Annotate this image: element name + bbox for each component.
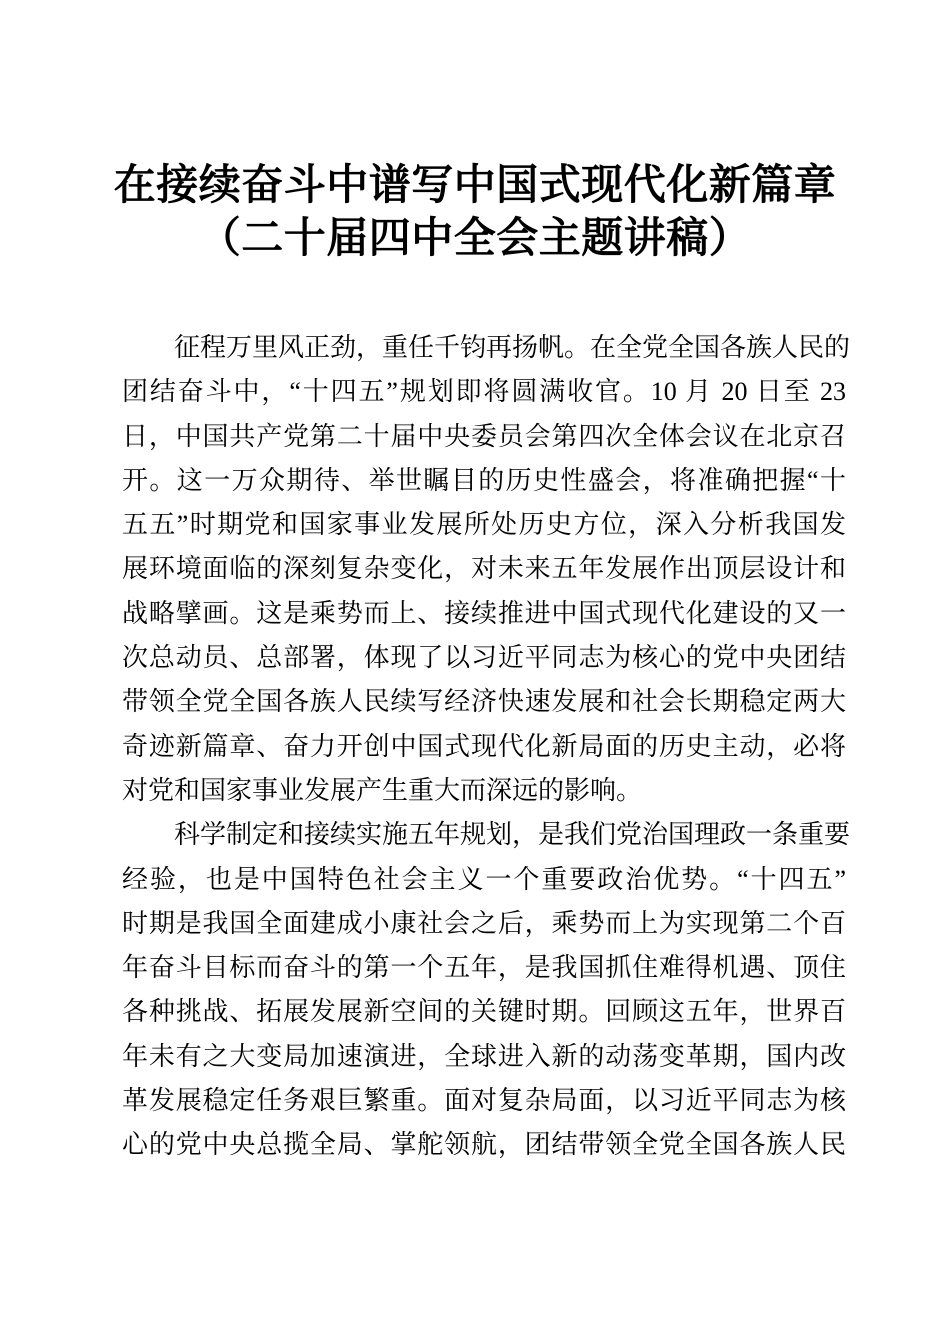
document-title-line2: （二十届四中全会主题讲稿） (198, 216, 752, 262)
body-line: 征程万里风正劲，重任千钧再扬帆。在全党全国各族人民的 (174, 333, 851, 362)
body-line: 革发展稳定任务艰巨繁重。面对复杂局面，以习近平同志为核 (122, 1086, 846, 1116)
body-line: 心的党中央总揽全局、掌舵领航，团结带领全党全国各族人民 (122, 1130, 846, 1160)
document-title (0, 160, 950, 266)
body-line: 年奋斗目标而奋斗的第一个五年，是我国抓住难得机遇、顶住 (122, 953, 846, 983)
body-line: 时期是我国全面建成小康社会之后，乘势而上为实现第二个百 (122, 908, 846, 938)
document-title-line1: 在接续奋斗中谱写中国式现代化新篇章 (113, 163, 837, 209)
body-line: 年未有之大变局加速演进，全球进入新的动荡变革期，国内改 (122, 1041, 846, 1071)
body-line: 带领全党全国各族人民续写经济快速发展和社会长期稳定两大 (122, 687, 846, 717)
body-line: 各种挑战、拓展发展新空间的关键时期。回顾这五年，世界百 (122, 997, 846, 1027)
document-body (122, 326, 851, 1168)
body-line: 科学制定和接续实施五年规划，是我们党治国理政一条重要 (174, 820, 851, 850)
body-line: 展环境面临的深刻复杂变化，对未来五年发展作出顶层设计和 (122, 554, 846, 584)
body-line: 团结奋斗中，“十四五”规划即将圆满收官。10 月 20 日至 23 (122, 377, 846, 407)
body-line: 经验，也是中国特色社会主义一个重要政治优势。“十四五” (122, 864, 846, 894)
paragraph (122, 326, 851, 813)
body-line: 开。这一万众期待、举世瞩目的历史性盛会，将准确把握“十 (122, 465, 846, 495)
body-line: 五五”时期党和国家事业发展所处历史方位，深入分析我国发 (122, 510, 846, 540)
body-line: 奇迹新篇章、奋力开创中国式现代化新局面的历史主动，必将 (122, 731, 846, 761)
body-line: 战略擘画。这是乘势而上、接续推进中国式现代化建设的又一 (122, 598, 846, 628)
body-line: 次总动员、总部署，体现了以习近平同志为核心的党中央团结 (122, 643, 846, 673)
paragraph (122, 813, 851, 1167)
body-line: 日，中国共产党第二十届中央委员会第四次全体会议在北京召 (122, 421, 846, 451)
body-line: 对党和国家事业发展产生重大而深远的影响。 (122, 775, 643, 805)
